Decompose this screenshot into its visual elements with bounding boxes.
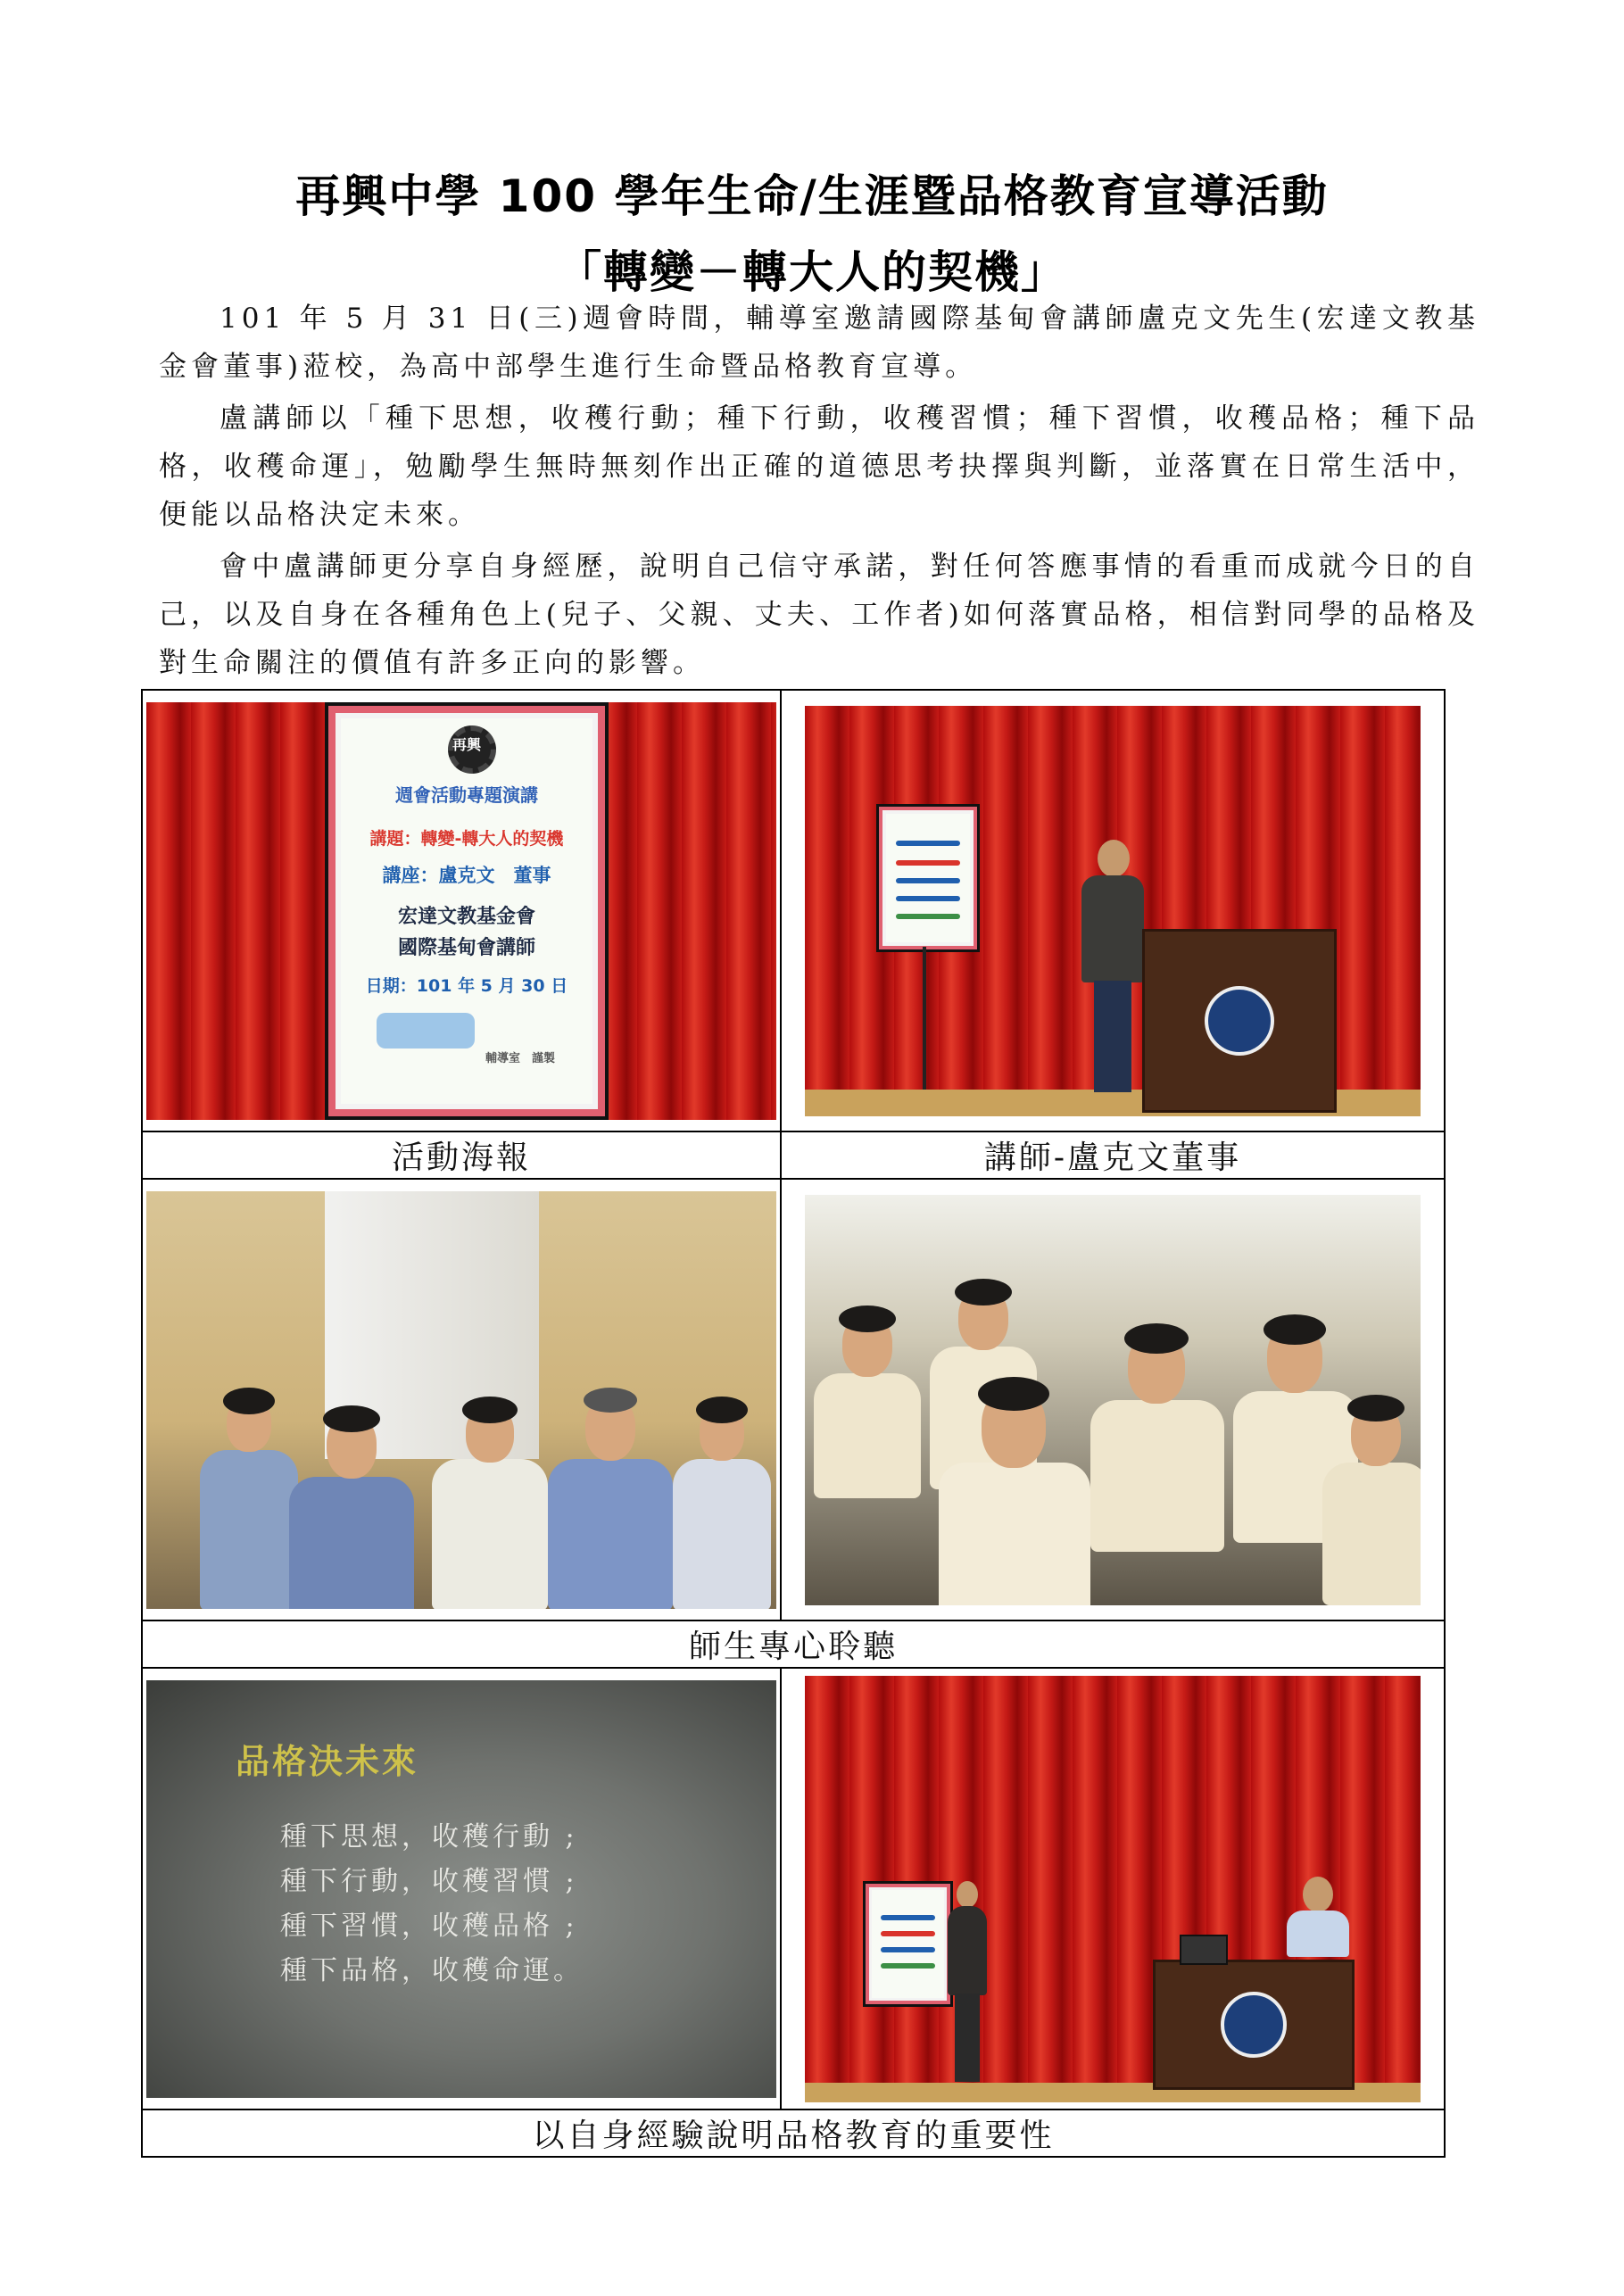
stage-poster	[863, 1881, 953, 2007]
photo-slide	[146, 1680, 776, 2098]
document-subtitle: 「轉變－轉大人的契機」	[557, 246, 1067, 298]
photo-cell-audience-teachers	[142, 1179, 781, 1620]
school-seal-icon	[1205, 986, 1274, 1056]
stage-poster	[876, 804, 980, 952]
paragraph-3: 會中盧講師更分享自身經歷，說明自己信守承諾，對任何答應事情的看重而成就今日的自己，以及自身在各種角色上(兒子、父親、丈夫、工作者)如何落實品格，相信對同學的品格及對生命關注的價值有許多正向的影響。	[159, 551, 1479, 679]
poster-org-1: 宏達文教基金會	[397, 905, 535, 928]
photo-speaker	[805, 706, 1421, 1116]
audience-person	[1090, 1320, 1224, 1552]
poster-org-2: 國際基甸會講師	[397, 936, 535, 959]
caption-experience: 以自身經驗說明品格教育的重要性	[142, 2110, 1445, 2157]
poster-credit: 輔導室 謹製	[485, 1051, 555, 1065]
audience-person	[289, 1397, 414, 1609]
photo-audience-teachers	[146, 1191, 776, 1609]
slide-line-2: 種下行動，收穫習慣 ;	[280, 1865, 578, 1897]
poster-heading: 週會活動專題演講	[395, 783, 538, 806]
audience-person	[939, 1373, 1090, 1605]
caption-poster: 活動海報	[142, 1131, 781, 1179]
laptop-icon	[1180, 1935, 1228, 1965]
paragraph-1: 101 年 5 月 31 日(三)週會時間，輔導室邀請國際基甸會講師盧克文先生(宏達文教基金會董事)蒞校，為高中部學生進行生命暨品格教育宣導。	[159, 303, 1479, 383]
audience-person	[673, 1388, 771, 1609]
presenter-person	[1287, 1877, 1349, 1957]
poster-school-name: 再興	[452, 735, 481, 753]
caption-speaker: 講師-盧克文董事	[781, 1131, 1445, 1179]
poster-date: 日期：101 年 5 月 30 日	[365, 975, 568, 996]
photo-poster	[146, 702, 776, 1120]
photo-audience-students	[805, 1195, 1421, 1605]
photo-experience	[805, 1676, 1421, 2102]
poster-topic: 講題：轉變-轉大人的契機	[369, 828, 564, 849]
speaker-person	[948, 1881, 987, 2082]
slide-line-1: 種下思想，收穫行動 ;	[280, 1820, 578, 1853]
audience-person	[432, 1388, 548, 1609]
photo-cell-speaker	[781, 690, 1445, 1131]
podium	[1142, 929, 1337, 1113]
slide-line-3: 種下習慣，收穫品格 ;	[280, 1910, 578, 1942]
audience-person	[814, 1302, 921, 1498]
podium	[1153, 1960, 1355, 2090]
photo-cell-slide	[142, 1668, 781, 2110]
school-seal-icon	[1221, 1992, 1287, 2058]
photo-cell-poster	[142, 690, 781, 1131]
photo-cell-audience-students	[781, 1179, 1445, 1620]
slide-title: 品格決未來	[236, 1741, 419, 1781]
poster-illustration	[377, 1013, 475, 1049]
document-title: 再興中學 100 學年生命/生涯暨品格教育宣導活動	[295, 170, 1329, 222]
speaker-person	[1081, 840, 1144, 1098]
slide-line-4: 種下品格，收穫命運。	[280, 1954, 584, 1986]
audience-person	[200, 1379, 298, 1609]
poster-stand	[923, 947, 926, 1090]
poster-board	[325, 702, 609, 1120]
paragraph-2: 盧講師以「種下思想，收穫行動；種下行動，收穫習慣；種下習慣，收穫品格；種下品格，收穫命運」，勉勵學生無時無刻作出正確的道德思考抉擇與判斷，並落實在日常生活中，便能以品格決定未來。	[159, 402, 1479, 531]
poster-speaker: 講座：盧克文 董事	[382, 864, 551, 886]
photo-table	[141, 689, 1446, 2158]
caption-audience: 師生專心聆聽	[142, 1620, 1445, 1668]
photo-cell-experience	[781, 1668, 1445, 2110]
audience-person	[548, 1379, 673, 1609]
audience-person	[1322, 1391, 1421, 1605]
